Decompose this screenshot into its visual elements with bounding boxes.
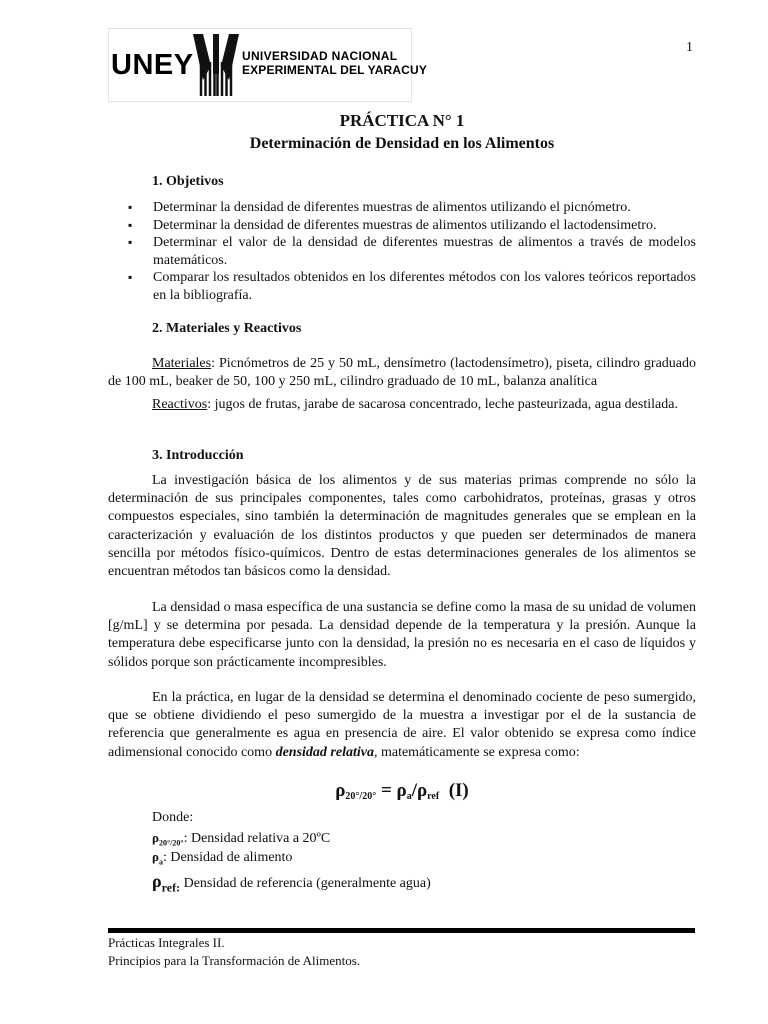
definition-text: : Densidad de alimento [162, 850, 293, 865]
reactivos-text: : jugos de frutas, jarabe de sacarosa concentrado, leche pasteurizada, agua destilada. [207, 397, 678, 412]
section-introduccion-heading: 3. Introducción [152, 448, 244, 463]
equals-sign: = [376, 780, 397, 801]
practice-title: PRÁCTICA N° 1 [339, 111, 465, 130]
slash-sign: / [411, 780, 417, 801]
list-item: ▪ Determinar la densidad de diferentes muestras de alimentos utilizando el lactodensimetro. [108, 217, 696, 235]
formula-subscript: 20°/20° [345, 791, 377, 802]
paragraph-text: , matemáticamente se expresa como: [373, 744, 580, 760]
definition-text: : Densidad relativa a 20ºC [183, 831, 331, 846]
rho-symbol: ρ [152, 849, 159, 864]
emphasis-term: densidad relativa [275, 744, 374, 760]
intro-paragraph-1: La investigación básica de los alimentos y de sus materias primas comprende no sólo la determinación de sus principales componentes, tales como carbohidratos, proteínas, grasas y otros compuestos especiales, sino también la determinación de magnitudes generales que se emplean en la caracterización y evaluación de los distintos productos y que pueden ser determinados de manera sencilla por métodos físico-químicos. Dentro de estas determinaciones generales de los alimentos se encuentran métodos tan básicos como la densidad. [108, 473, 696, 580]
rho-symbol: ρ [396, 780, 407, 801]
formula-label: (I) [448, 780, 469, 801]
reactivos-label: Reactivos [152, 397, 208, 412]
uney-emblem-icon [191, 32, 241, 98]
definition-subscript: a [158, 857, 163, 867]
materiales-text: : Picnómetros de 25 y 50 mL, densímetro (lactodensímetro), piseta, cilindro graduado de 100 mL, beaker de 50, 100 y 250 mL, cilindro graduado de 10 mL, balanza analítica [108, 356, 696, 390]
rho-symbol: ρ [152, 830, 159, 845]
materiales-paragraph [108, 355, 696, 391]
definition-subscript: 20°/20° [158, 838, 184, 848]
university-logo [108, 28, 427, 102]
paragraph-text: En la práctica, en lugar de la densidad se determina el denominado cociente de peso sumergido, que se obtiene dividiendo el peso sumergido de la muestra a investigar por el de la sustancia de referencia que generalmente es agua en presencia de aire. El valor obtenido se expresa como índice adimensional conocido como [108, 690, 696, 760]
objectives-list [108, 199, 696, 304]
definition-item [152, 849, 292, 867]
formula-subscript: a [406, 791, 412, 802]
intro-paragraph-2: La densidad o masa específica de una sustancia se define como la masa de su unidad de volumen [g/mL] y se determina por pesada. La densidad depende de la temperatura y la presión. Aunque la temperatura debe especificarse junto con la densidad, la presión no es necesaria en el caso de líquidos y sólidos porque son prácticamente incompresibles. [108, 600, 696, 670]
rho-symbol: ρ [335, 780, 346, 801]
section-objetivos-heading: 1. Objetivos [152, 174, 224, 189]
rho-symbol: ρ [152, 871, 162, 891]
density-formula [108, 780, 696, 802]
rho-symbol: ρ [416, 780, 428, 801]
definition-item [152, 830, 330, 848]
footer-line-1: Prácticas Integrales II. [108, 935, 225, 950]
logo-acronym: UNEY [111, 49, 194, 81]
list-item: ▪ Comparar los resultados obtenidos en los diferentes métodos con los valores teóricos reportados en la bibliografía. [108, 269, 696, 304]
materiales-label: Materiales [152, 356, 212, 371]
reactivos-paragraph [108, 396, 696, 414]
definition-item [152, 871, 431, 896]
intro-paragraph-3 [108, 689, 696, 762]
logo-line-2: EXPERIMENTAL DEL YARACUY [242, 63, 427, 77]
practice-subtitle: Determinación de Densidad en los Alimentos [249, 135, 555, 152]
page-number: 1 [686, 40, 693, 55]
footer-divider [108, 928, 695, 933]
list-item: ▪ Determinar la densidad de diferentes muestras de alimentos utilizando el picnómetro. [108, 199, 696, 217]
definition-subscript: ref: [161, 880, 181, 895]
donde-label: Donde: [152, 810, 194, 825]
footer-line-2: Principios para la Transformación de Alimentos. [108, 953, 361, 968]
logo-line-1: UNIVERSIDAD NACIONAL [242, 49, 398, 63]
formula-subscript: ref [427, 791, 440, 802]
list-item: ▪ Determinar el valor de la densidad de diferentes muestras de alimentos a través de modelos matemáticos. [108, 234, 696, 269]
definition-text: Densidad de referencia (generalmente agua) [180, 876, 431, 891]
section-materiales-heading: 2. Materiales y Reactivos [152, 321, 302, 336]
